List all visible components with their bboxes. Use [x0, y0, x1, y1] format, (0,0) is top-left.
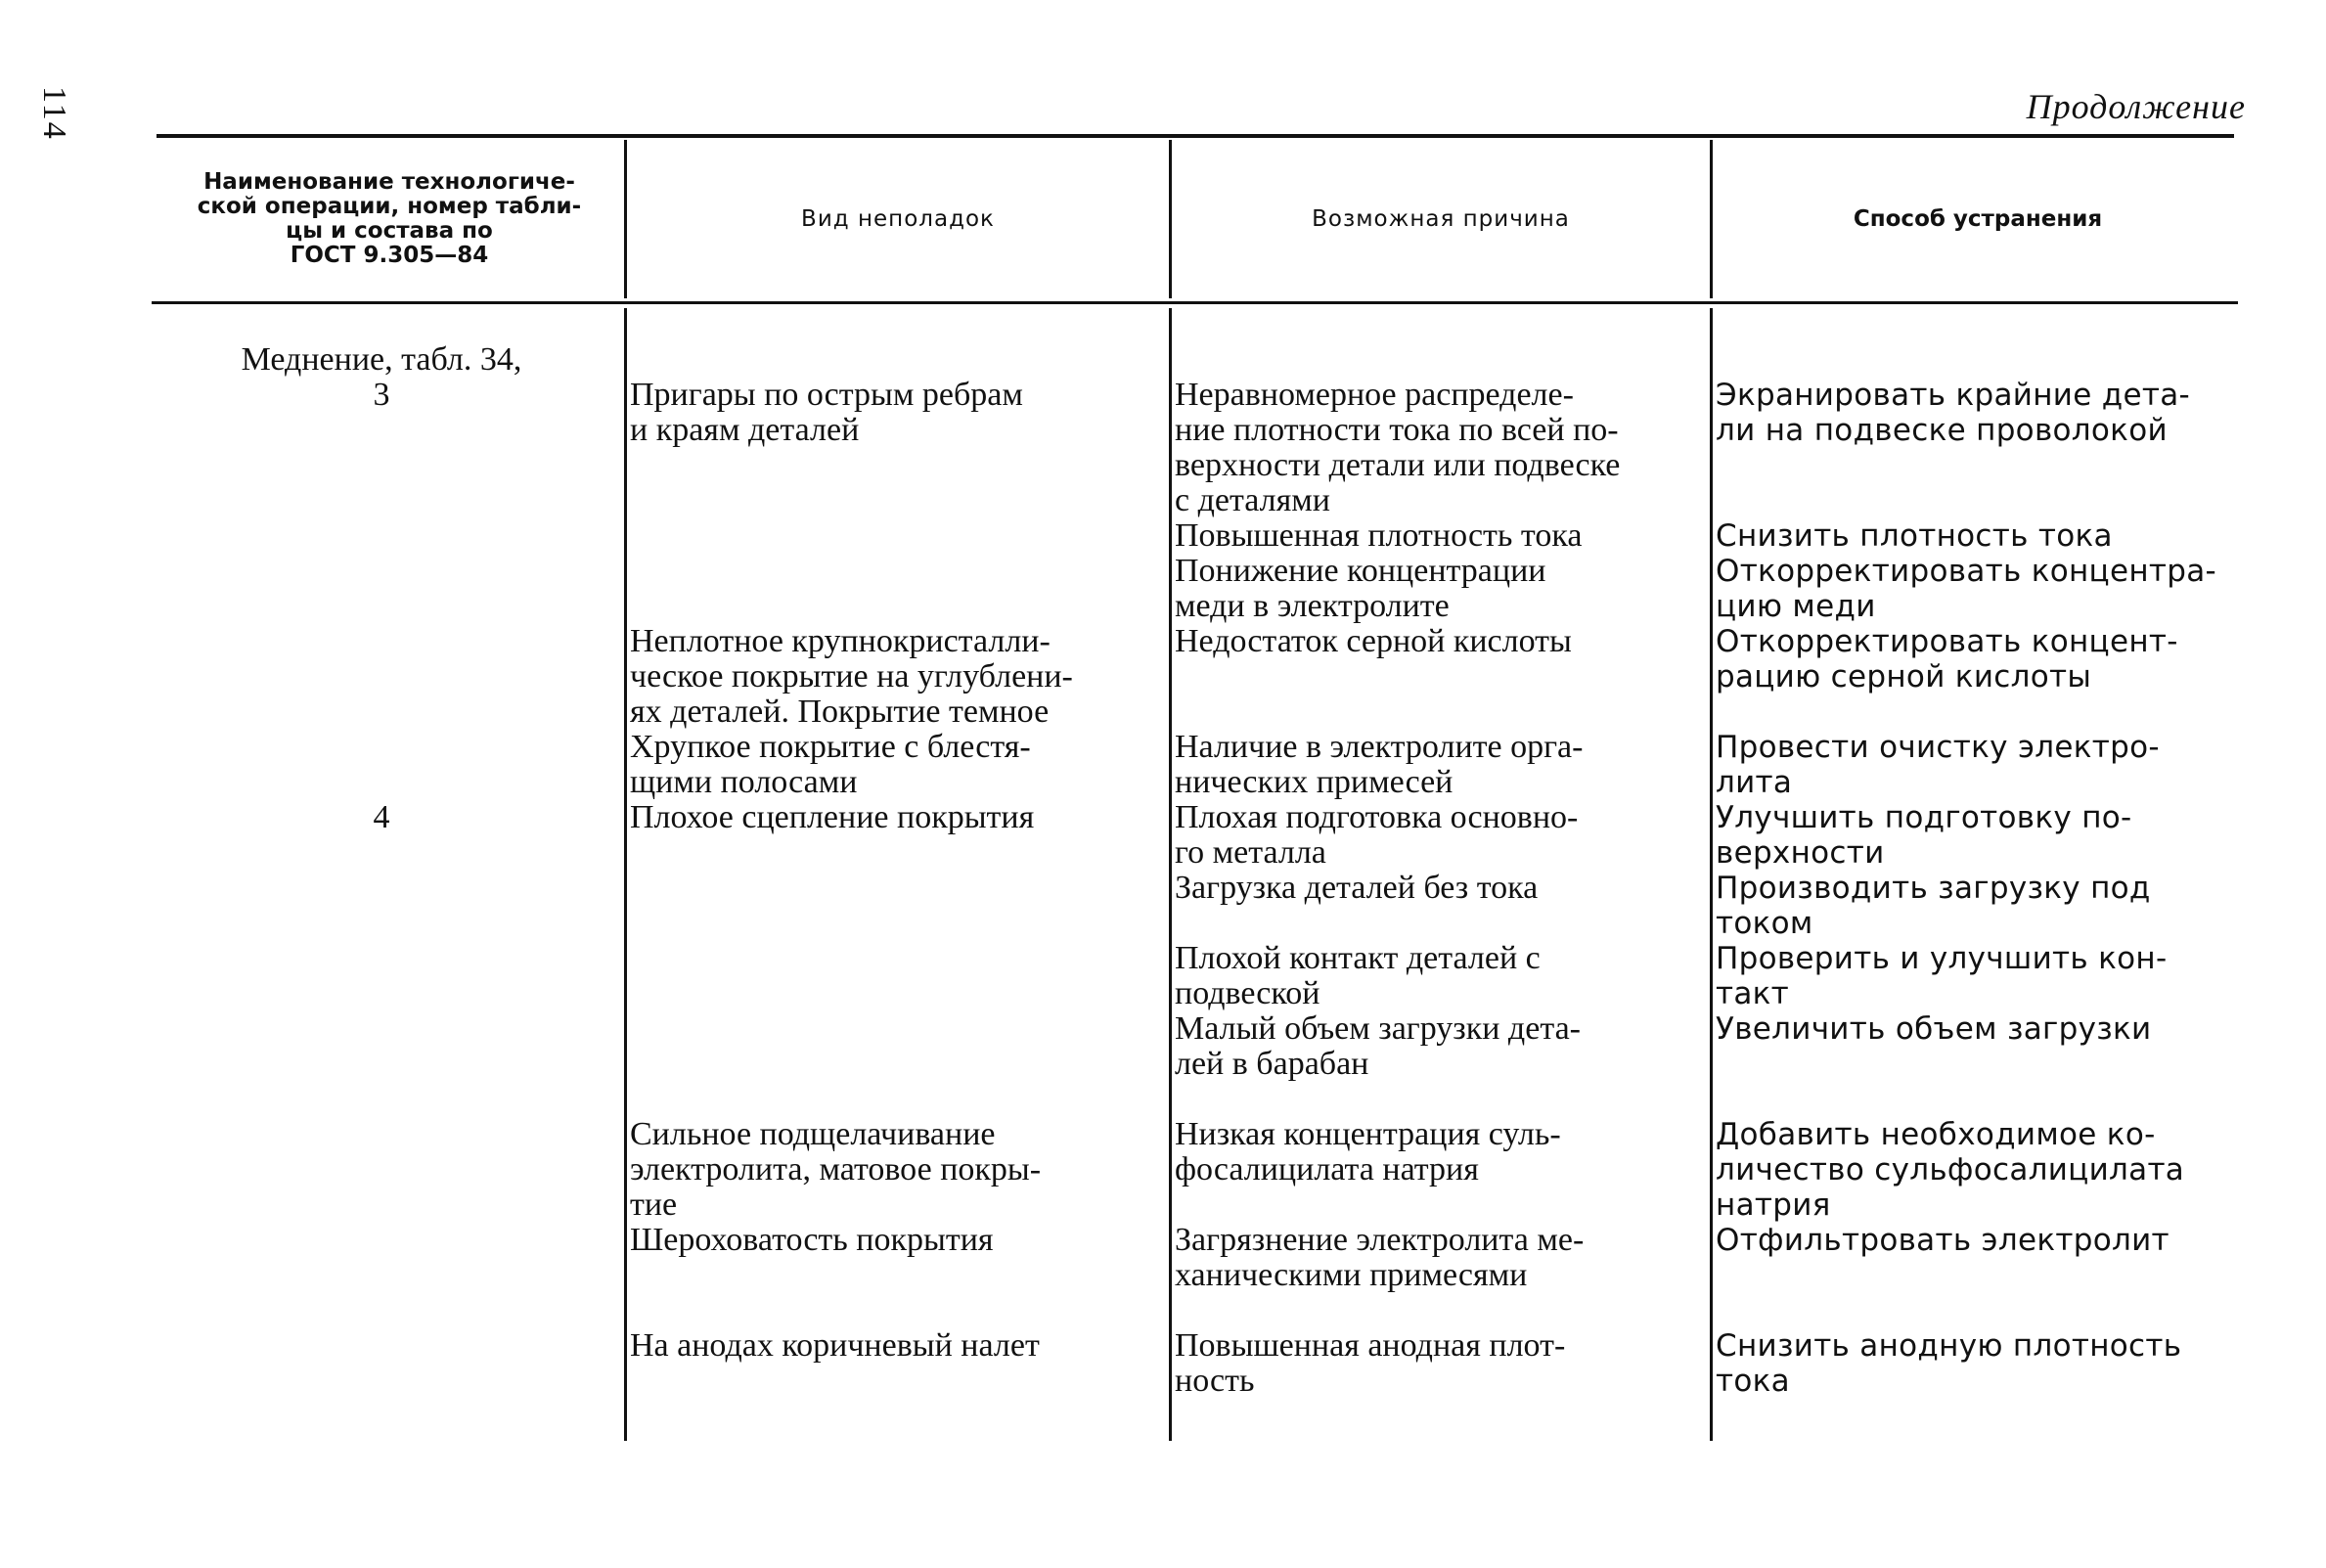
- remedy-cell: Добавить необходимое ко- личество сульфосалицилата натрия: [1716, 1117, 2185, 1223]
- remedy-cell: Отфильтровать электролит: [1716, 1223, 2169, 1258]
- cause-cell: Понижение концентрации меди в электролите: [1175, 553, 1546, 624]
- defect-cell: Сильное подщелачивание электролита, матовое покры- тие: [630, 1116, 1042, 1223]
- header-operation-line-3: цы и состава по: [286, 218, 493, 244]
- remedy-cell: Увеличить объем загрузки: [1716, 1011, 2152, 1047]
- column-divider-3-body: [1710, 308, 1713, 1441]
- remedy-cell: Провести очистку электро- лита: [1716, 730, 2160, 800]
- top-rule: [157, 134, 2234, 138]
- remedy-cell: Откорректировать концент- рацию серной кислоты: [1716, 624, 2178, 694]
- cause-cell: Плохая подготовка основно- го металла: [1175, 799, 1579, 871]
- cause-cell: Загрузка деталей без тока: [1175, 870, 1539, 906]
- defect-cell: Неплотное крупнокристалли- ческое покрытие на углублени- ях деталей. Покрытие темное: [630, 623, 1073, 730]
- column-divider-1-body: [624, 308, 627, 1441]
- remedy-cell: Экранировать крайние дета- ли на подвеске проволокой: [1716, 378, 2190, 448]
- remedy-cell: Откорректировать концентра- цию меди: [1716, 554, 2217, 624]
- continuation-label: Продолжение: [2026, 87, 2246, 126]
- cause-cell: Малый объем загрузки дета- лей в барабан: [1175, 1010, 1582, 1082]
- cause-cell: Наличие в электролите орга- нических примесей: [1175, 729, 1584, 800]
- remedy-cell: Снизить плотность тока: [1716, 518, 2113, 554]
- header-defect: Вид неполадок: [801, 205, 995, 232]
- defect-cell: Хрупкое покрытие с блестя- щими полосами: [630, 729, 1031, 800]
- header-operation-line-2: ской операции, номер табли-: [197, 194, 582, 219]
- defect-cell: Плохое сцепление покрытия: [630, 799, 1035, 835]
- operation-name: Меднение, табл. 34,: [241, 341, 522, 378]
- header-operation-line-4: ГОСТ 9.305—84: [290, 243, 489, 268]
- defect-cell: Пригары по острым ребрам и краям деталей: [630, 377, 1023, 448]
- remedy-cell: Производить загрузку под током: [1716, 871, 2151, 941]
- cause-cell: Повышенная анодная плот- ность: [1175, 1327, 1566, 1399]
- cause-cell: Неравномерное распределе- ние плотности тока по всей по- верхности детали или подвеске с деталями: [1175, 377, 1621, 518]
- cause-cell: Недостаток серной кислоты: [1175, 623, 1572, 659]
- page-number: 114: [36, 86, 72, 141]
- header-operation-line-1: Наименование технологиче-: [203, 169, 575, 195]
- column-divider-1: [624, 140, 627, 298]
- remedy-cell: Улучшить подготовку по- верхности: [1716, 800, 2132, 871]
- defect-cell: Шероховатость покрытия: [630, 1222, 994, 1258]
- header-cause: Возможная причина: [1312, 205, 1570, 232]
- composition-3: 3: [373, 377, 390, 413]
- header-operation: [157, 140, 622, 298]
- cause-cell: Низкая концентрация суль- фосалицилата натрия: [1175, 1116, 1561, 1187]
- header-rule: [152, 301, 2238, 304]
- header-remedy: Способ устранения: [1853, 205, 2103, 232]
- composition-4: 4: [373, 799, 390, 835]
- defect-cell: На анодах коричневый налет: [630, 1327, 1040, 1364]
- column-divider-3: [1710, 140, 1713, 298]
- cause-cell: Загрязнение электролита ме- ханическими примесями: [1175, 1222, 1585, 1293]
- column-divider-2-body: [1169, 308, 1172, 1441]
- cause-cell: Повышенная плотность тока: [1175, 517, 1583, 554]
- remedy-cell: Снизить анодную плотность тока: [1716, 1328, 2182, 1399]
- remedy-cell: Проверить и улучшить кон- такт: [1716, 941, 2168, 1011]
- cause-cell: Плохой контакт деталей с подвеской: [1175, 940, 1541, 1011]
- column-divider-2: [1169, 140, 1172, 298]
